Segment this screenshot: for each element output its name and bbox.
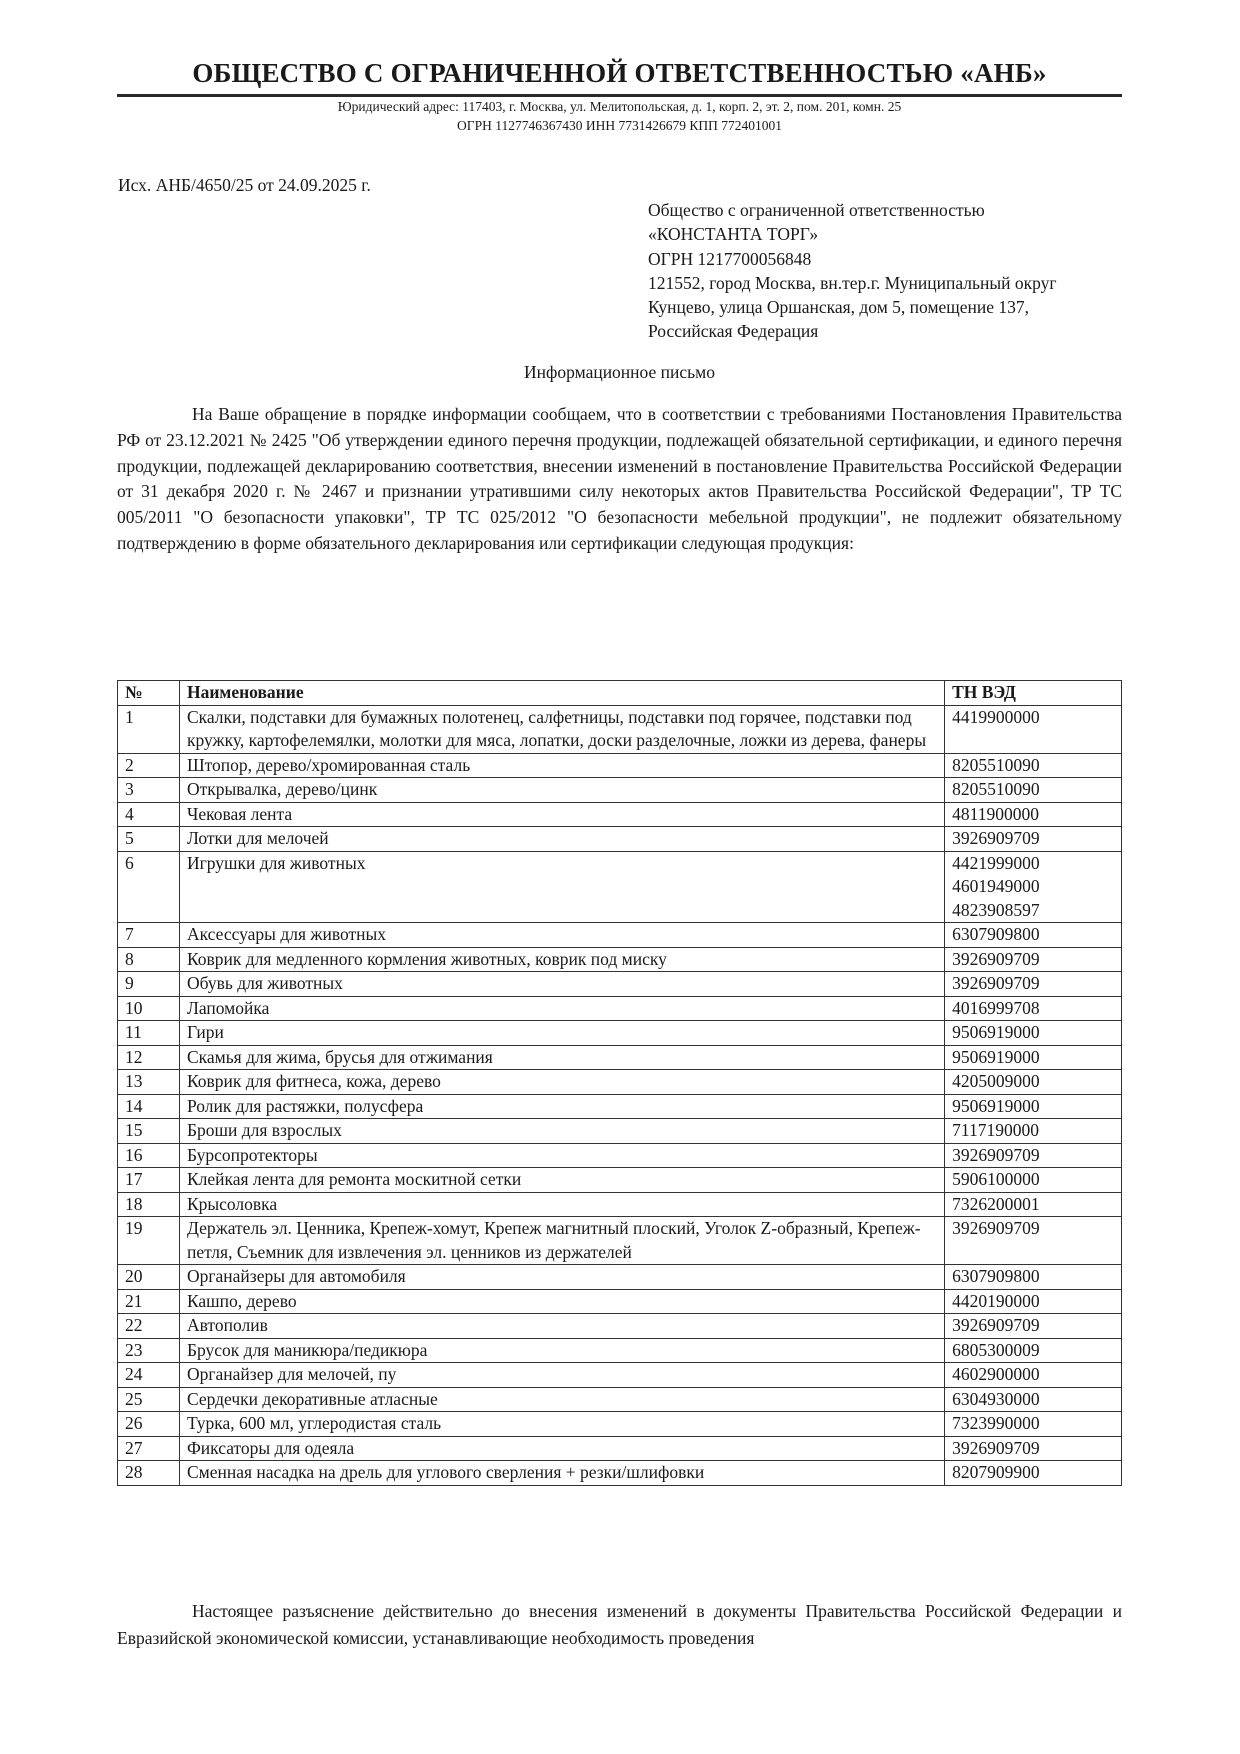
tn-ved-code: 9506919000	[952, 1022, 1040, 1042]
outgoing-reference: Исх. АНБ/4650/25 от 24.09.2025 г.	[118, 175, 371, 195]
table-row	[118, 1217, 1122, 1265]
row-number: 26	[118, 1412, 180, 1437]
product-name: Коврик для медленного кормления животных, коврик под миску	[179, 947, 944, 972]
tn-ved-code: 9506919000	[952, 1095, 1040, 1116]
product-name: Открывалка, дерево/цинк	[179, 778, 944, 803]
product-name: Брусок для маникюра/педикюра	[179, 1338, 944, 1363]
product-name: Игрушки для животных	[179, 851, 944, 923]
closing-paragraph: Настоящее разъяснение действительно до внесения изменений в документы Правительства Российской Федерации и Евразийской экономической комиссии, устанавливающие необходимость проведения	[117, 1601, 1122, 1648]
table-row	[118, 947, 1122, 972]
tn-ved-code: 3926909709	[952, 1218, 1040, 1238]
tn-ved-code: 4601949000	[952, 876, 1040, 896]
table-row	[118, 1387, 1122, 1412]
table-row	[118, 802, 1122, 827]
recipient-line: 121552, город Москва, вн.тер.г. Муниципальный округ	[648, 272, 1057, 293]
tn-ved-code: 4016999708	[952, 997, 1040, 1018]
tn-ved-codes	[945, 1070, 1122, 1095]
row-number: 2	[118, 753, 180, 778]
tn-ved-code: 4419900000	[952, 706, 1040, 727]
product-name: Гири	[179, 1021, 944, 1046]
table-row	[118, 1021, 1122, 1046]
product-name: Клейкая лента для ремонта москитной сетки	[179, 1168, 944, 1193]
product-name: Скалки, подставки для бумажных полотенец, салфетницы, подставки под горячее, подставки под кружку, картофелемялки, молотки для мяса, лопатки, доски разделочные, ложки из дерева, фанеры	[179, 705, 944, 753]
tn-ved-codes	[945, 1338, 1122, 1363]
product-name: Ролик для растяжки, полусфера	[179, 1094, 944, 1119]
tn-ved-code: 6805300009	[952, 1339, 1040, 1360]
tn-ved-codes	[945, 827, 1122, 852]
product-name: Аксессуары для животных	[179, 923, 944, 948]
products-table	[117, 680, 1122, 1486]
tn-ved-code: 9506919000	[952, 1046, 1040, 1067]
product-name: Скамья для жима, брусья для отжимания	[179, 1045, 944, 1070]
tn-ved-code: 3926909709	[952, 1144, 1040, 1165]
tn-ved-code: 4420190000	[952, 1290, 1040, 1311]
row-number: 25	[118, 1387, 180, 1412]
tn-ved-code: 3926909709	[952, 1437, 1040, 1458]
row-number: 16	[118, 1143, 180, 1168]
row-number: 12	[118, 1045, 180, 1070]
tn-ved-codes	[945, 851, 1122, 923]
table-row	[118, 705, 1122, 753]
product-name: Фиксаторы для одеяла	[179, 1436, 944, 1461]
tn-ved-codes	[945, 1314, 1122, 1339]
row-number: 14	[118, 1094, 180, 1119]
tn-ved-code: 6304930000	[952, 1388, 1040, 1409]
row-number: 24	[118, 1363, 180, 1388]
recipient-block	[648, 198, 1057, 344]
table-row	[118, 1314, 1122, 1339]
recipient-line: ОГРН 1217700056848	[648, 248, 812, 269]
tn-ved-codes	[945, 1265, 1122, 1290]
tn-ved-codes	[945, 972, 1122, 997]
tn-ved-code: 7323990000	[952, 1413, 1040, 1433]
row-number: 1	[118, 705, 180, 753]
row-number: 3	[118, 778, 180, 803]
tn-ved-codes	[945, 996, 1122, 1021]
table-row	[118, 1094, 1122, 1119]
table-row	[118, 1289, 1122, 1314]
table-row	[118, 972, 1122, 997]
row-number: 10	[118, 996, 180, 1021]
row-number: 27	[118, 1436, 180, 1461]
product-name: Бурсопротекторы	[179, 1143, 944, 1168]
table-row	[118, 1363, 1122, 1388]
tn-ved-codes	[945, 923, 1122, 948]
tn-ved-codes	[945, 1436, 1122, 1461]
table-row	[118, 923, 1122, 948]
row-number: 18	[118, 1192, 180, 1217]
header-num: №	[118, 681, 180, 706]
row-number: 8	[118, 947, 180, 972]
product-name: Держатель эл. Ценника, Крепеж-хомут, Крепеж магнитный плоский, Уголок Z-образный, Крепеж-петля, Съемник для извлечения эл. ценников из держателей	[179, 1217, 944, 1265]
row-number: 6	[118, 851, 180, 923]
tn-ved-codes	[945, 1021, 1122, 1046]
tn-ved-codes	[945, 753, 1122, 778]
product-name: Лапомойка	[179, 996, 944, 1021]
row-number: 21	[118, 1289, 180, 1314]
table-row	[118, 1168, 1122, 1193]
tn-ved-codes	[945, 705, 1122, 753]
company-name: ОБЩЕСТВО С ОГРАНИЧЕННОЙ ОТВЕТСТВЕННОСТЬЮ «АНБ»	[192, 58, 1047, 88]
table-row	[118, 778, 1122, 803]
product-name: Чековая лента	[179, 802, 944, 827]
row-number: 13	[118, 1070, 180, 1095]
tn-ved-code: 4205009000	[952, 1071, 1040, 1091]
tn-ved-codes	[945, 1363, 1122, 1388]
legal-address: Юридический адрес: 117403, г. Москва, ул. Мелитопольская, д. 1, корп. 2, эт. 2, пом. 201, комн. 25	[337, 99, 902, 114]
table-row	[118, 1436, 1122, 1461]
row-number: 19	[118, 1217, 180, 1265]
tn-ved-code: 3926909709	[952, 828, 1040, 848]
tn-ved-codes	[945, 778, 1122, 803]
table-row	[118, 753, 1122, 778]
row-number: 9	[118, 972, 180, 997]
tn-ved-codes	[945, 1094, 1122, 1119]
product-name: Обувь для животных	[179, 972, 944, 997]
tn-ved-code: 7117190000	[952, 1120, 1039, 1140]
header-name: Наименование	[179, 681, 944, 706]
tn-ved-codes	[945, 1192, 1122, 1217]
row-number: 4	[118, 802, 180, 827]
table-row	[118, 827, 1122, 852]
tn-ved-code: 3926909709	[952, 948, 1040, 969]
intro-paragraph: На Ваше обращение в порядке информации сообщаем, что в соответствии с требованиями Постановления Правительства РФ от 23.12.2021 № 2425 "Об утверждении единого перечня продукции, подлежащей обязательной сертификации, и единого перечня продукции, подлежащей декларированию соответствия, внесении изменений в постановление Правительства Российской Федерации от 31 декабря 2020 г. № 2467 и признании утратившими силу некоторых актов Правительства Российской Федерации", ТР ТС 005/2011 "О безопасности упаковки", ТР ТС 025/2012 "О безопасности мебельной продукции", не подлежит обязательному подтверждению в форме обязательного декларирования или сертификации следующая продукция:	[117, 404, 1122, 553]
product-name: Броши для взрослых	[179, 1119, 944, 1144]
tn-ved-codes	[945, 1289, 1122, 1314]
table-row	[118, 1461, 1122, 1486]
product-name: Крысоловка	[179, 1192, 944, 1217]
product-name: Лотки для мелочей	[179, 827, 944, 852]
table-row	[118, 1192, 1122, 1217]
tn-ved-code: 8205510090	[952, 754, 1040, 775]
document-title: Информационное письмо	[524, 362, 715, 382]
tn-ved-code: 8207909900	[952, 1462, 1040, 1482]
tn-ved-codes	[945, 1168, 1122, 1193]
tn-ved-code: 4602900000	[952, 1364, 1040, 1384]
table-row	[118, 1412, 1122, 1437]
table-body	[118, 705, 1122, 1485]
tn-ved-codes	[945, 802, 1122, 827]
row-number: 7	[118, 923, 180, 948]
registration-numbers: ОГРН 1127746367430 ИНН 7731426679 КПП 772401001	[457, 118, 782, 133]
table-row	[118, 1045, 1122, 1070]
tn-ved-codes	[945, 1143, 1122, 1168]
product-name: Сменная насадка на дрель для углового сверления + резки/шлифовки	[179, 1461, 944, 1486]
tn-ved-code: 4823908597	[952, 899, 1040, 920]
recipient-line: Российская Федерация	[648, 321, 819, 342]
header-divider	[117, 94, 1122, 97]
recipient-line: Кунцево, улица Оршанская, дом 5, помещение 137,	[648, 297, 1030, 318]
tn-ved-code: 4811900000	[952, 803, 1039, 824]
row-number: 28	[118, 1461, 180, 1486]
product-name: Органайзеры для автомобиля	[179, 1265, 944, 1290]
row-number: 23	[118, 1338, 180, 1363]
row-number: 11	[118, 1021, 180, 1046]
tn-ved-code: 3926909709	[952, 1315, 1040, 1335]
table-row	[118, 1119, 1122, 1144]
recipient-line: «КОНСТАНТА ТОРГ»	[648, 224, 819, 245]
tn-ved-codes	[945, 1217, 1122, 1265]
header-code: ТН ВЭД	[945, 681, 1122, 706]
tn-ved-code: 3926909709	[952, 973, 1040, 993]
product-name: Органайзер для мелочей, пу	[179, 1363, 944, 1388]
tn-ved-codes	[945, 1387, 1122, 1412]
tn-ved-codes	[945, 1461, 1122, 1486]
table-row	[118, 1143, 1122, 1168]
product-name: Кашпо, дерево	[179, 1289, 944, 1314]
tn-ved-codes	[945, 1119, 1122, 1144]
tn-ved-codes	[945, 947, 1122, 972]
tn-ved-code: 6307909800	[952, 1266, 1040, 1286]
table-row	[118, 1070, 1122, 1095]
row-number: 17	[118, 1168, 180, 1193]
row-number: 22	[118, 1314, 180, 1339]
product-name: Коврик для фитнеса, кожа, дерево	[179, 1070, 944, 1095]
row-number: 15	[118, 1119, 180, 1144]
tn-ved-code: 8205510090	[952, 779, 1040, 799]
table-row	[118, 1338, 1122, 1363]
table-row	[118, 851, 1122, 923]
table-row	[118, 996, 1122, 1021]
tn-ved-code: 7326200001	[952, 1193, 1040, 1214]
row-number: 20	[118, 1265, 180, 1290]
tn-ved-code: 6307909800	[952, 924, 1040, 944]
row-number: 5	[118, 827, 180, 852]
product-name: Турка, 600 мл, углеродистая сталь	[179, 1412, 944, 1437]
product-name: Штопор, дерево/хромированная сталь	[179, 753, 944, 778]
table-header-row	[118, 681, 1122, 706]
table-row	[118, 1265, 1122, 1290]
tn-ved-code: 5906100000	[952, 1169, 1040, 1189]
recipient-line: Общество с ограниченной ответственностью	[648, 200, 985, 220]
product-name: Автополив	[179, 1314, 944, 1339]
tn-ved-code: 4421999000	[952, 852, 1040, 873]
tn-ved-codes	[945, 1045, 1122, 1070]
product-name: Сердечки декоративные атласные	[179, 1387, 944, 1412]
tn-ved-codes	[945, 1412, 1122, 1437]
